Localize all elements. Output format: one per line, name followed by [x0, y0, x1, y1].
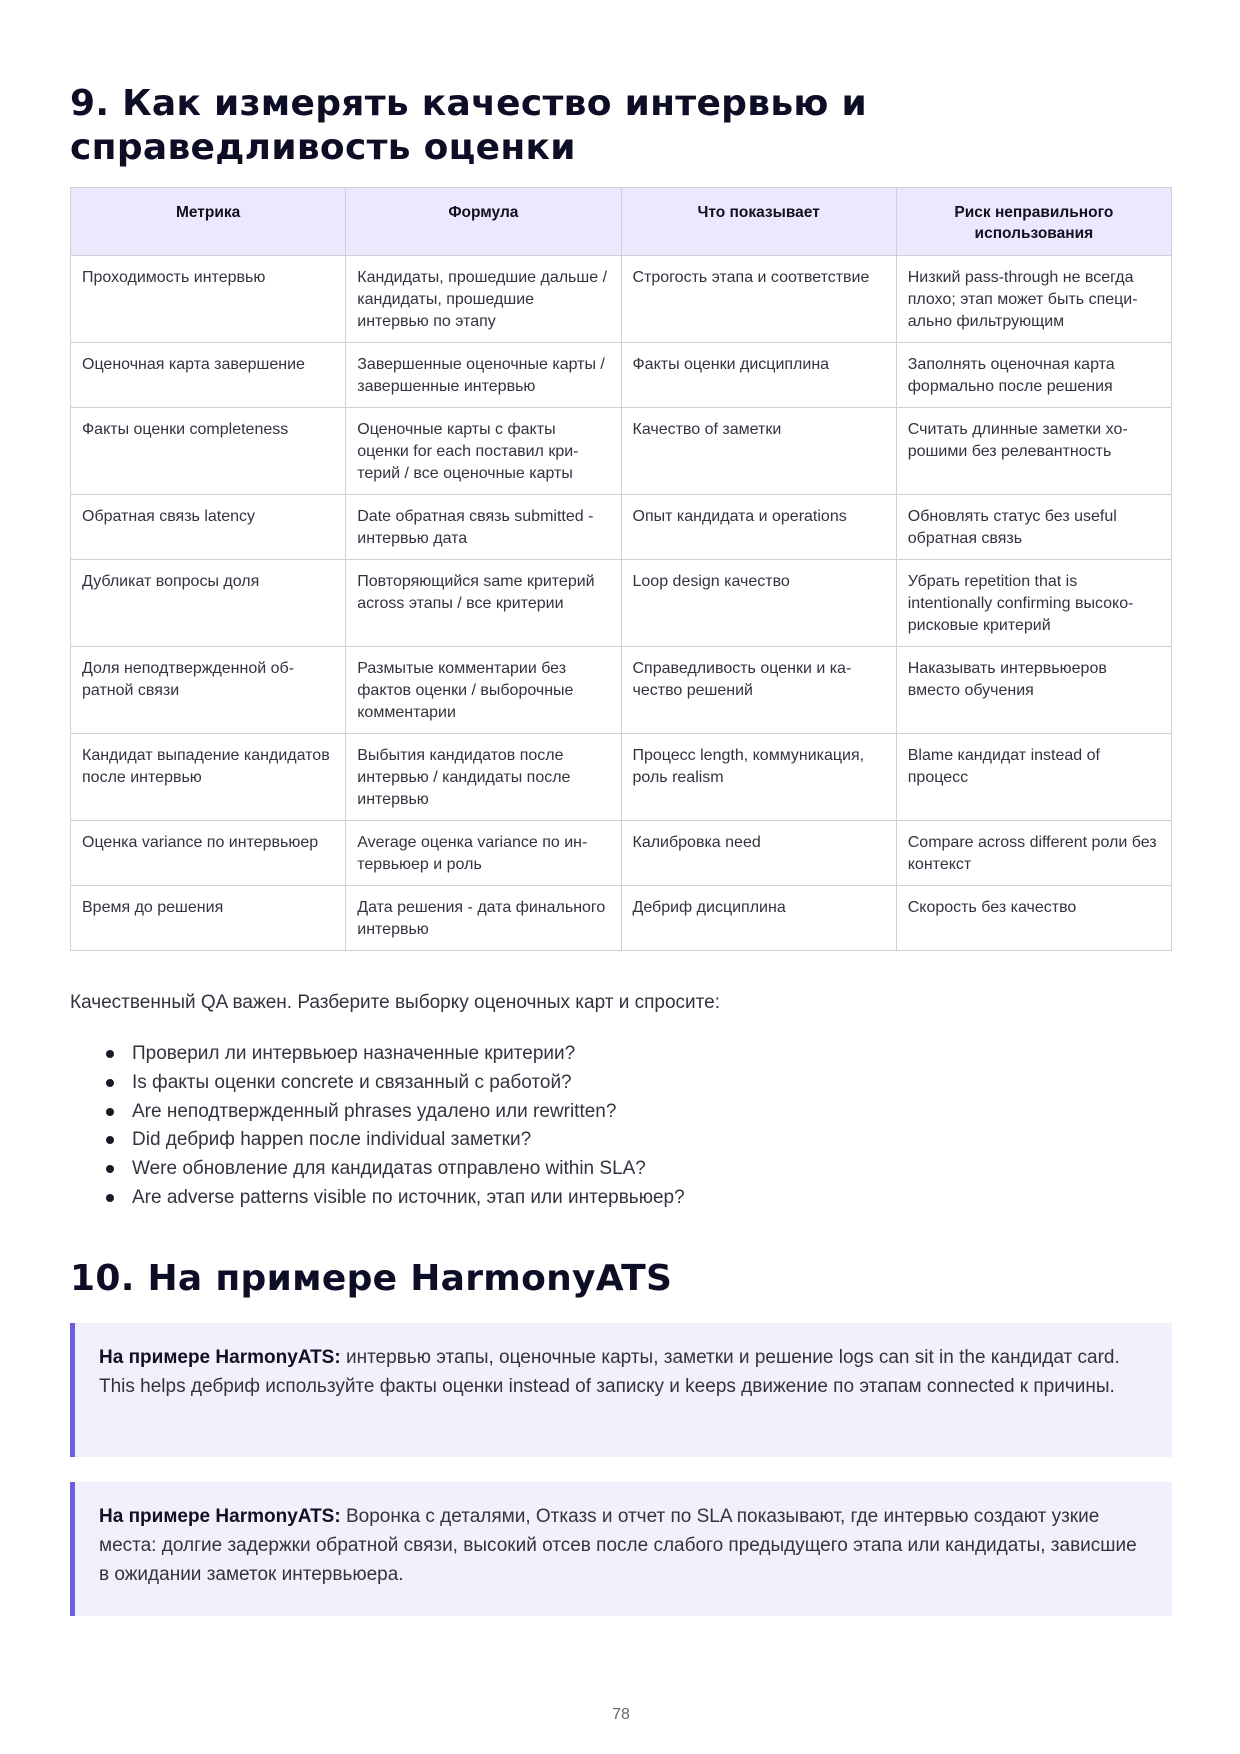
table-cell: Факты оценки дисциплина: [621, 343, 896, 408]
harmonyats-callout: [70, 1482, 1172, 1616]
qa-checklist: [70, 1040, 685, 1213]
table-cell: Обновлять статус без useful обратная связь: [896, 495, 1171, 560]
table-row: [71, 256, 1172, 343]
section-9-title: 9. Как измерять качество интервью и справедливость оценки: [70, 83, 868, 168]
table-cell: Качество of заметки: [621, 408, 896, 495]
header-shows: Что показывает: [621, 188, 896, 256]
table-cell: Доля неподтвержденной обратной связи: [71, 647, 346, 734]
table-row: [71, 821, 1172, 886]
table-cell: Строгость этапа и соответствие: [621, 256, 896, 343]
bullet-icon: [106, 1165, 114, 1173]
table-cell: Завершенные оценочные карты / завершенные интервью: [346, 343, 621, 408]
header-formula: Формула: [346, 188, 621, 256]
harmonyats-callout: [70, 1323, 1172, 1457]
callout-lead: На примере HarmonyATS:: [99, 1506, 341, 1527]
table-header-row: [71, 188, 1172, 256]
table-cell: Дата решения - дата финального интервью: [346, 886, 621, 951]
table-row: [71, 886, 1172, 951]
list-item: [132, 1126, 685, 1155]
table-row: [71, 495, 1172, 560]
bullet-icon: [106, 1108, 114, 1116]
table-cell: Дебриф дисциплина: [621, 886, 896, 951]
table-cell: Дубликат вопросы доля: [71, 560, 346, 647]
table-row: [71, 408, 1172, 495]
table-cell: Калибровка need: [621, 821, 896, 886]
table-cell: Факты оценки completeness: [71, 408, 346, 495]
list-item: [132, 1098, 685, 1127]
page-number: 78: [612, 1706, 630, 1723]
list-item-text: Did дебриф happen после individual заметки?: [132, 1129, 532, 1151]
table-cell: Date обратная связь submitted - интервью дата: [346, 495, 621, 560]
bullet-icon: [106, 1050, 114, 1058]
bullet-icon: [106, 1079, 114, 1087]
callout-lead: На примере HarmonyATS:: [99, 1347, 341, 1368]
list-item: [132, 1040, 685, 1069]
table-cell: Кандидат выпадение кандидатов после интервью: [71, 734, 346, 821]
table-cell: Оценочные карты с факты оценки for each поставил критерий / все оценочные карты: [346, 408, 621, 495]
table-cell: Низкий pass-through не всегда плохо; этап может быть специально фильтрующим: [896, 256, 1171, 343]
table-cell: Оценка variance по интервьюер: [71, 821, 346, 886]
table-cell: Заполнять оценочная карта формально после решения: [896, 343, 1171, 408]
table-cell: Average оценка variance по интервьюер и роль: [346, 821, 621, 886]
table-cell: Проходимость интервью: [71, 256, 346, 343]
table-cell: Кандидаты, прошедшие дальше / кандидаты, прошедшие интервью по этапу: [346, 256, 621, 343]
list-item-text: Are adverse patterns visible по источник, этап или интервьюер?: [132, 1186, 685, 1208]
table-cell: Compare across different роли без контекст: [896, 821, 1171, 886]
metrics-table: [70, 187, 1172, 951]
table-cell: Справедливость оценки и качество решений: [621, 647, 896, 734]
table-cell: Обратная связь latency: [71, 495, 346, 560]
table-cell: Loop design качество: [621, 560, 896, 647]
table-cell: Процесс length, коммуникация, роль realism: [621, 734, 896, 821]
header-metric: Метрика: [71, 188, 346, 256]
section-10-title: 10. На примере HarmonyATS: [70, 1258, 673, 1299]
list-item-text: Are неподтвержденный phrases удалено или rewritten?: [132, 1100, 617, 1122]
list-item-text: Is факты оценки concrete и связанный с работой?: [132, 1071, 572, 1093]
table-cell: Наказывать интервьюеров вместо обучения: [896, 647, 1171, 734]
bullet-icon: [106, 1194, 114, 1202]
bullet-icon: [106, 1136, 114, 1144]
table-cell: Считать длинные заметки хорошими без релевантность: [896, 408, 1171, 495]
table-row: [71, 734, 1172, 821]
list-item: [132, 1069, 685, 1098]
table-cell: Повторяющийся same критерий across этапы / все критерии: [346, 560, 621, 647]
header-misuse-risk: Риск неправильного использования: [896, 188, 1171, 256]
table-cell: Убрать repetition that is intentionally confirming высокорисковые критерий: [896, 560, 1171, 647]
table-cell: Размытые комментарии без фактов оценки / выборочные комментарии: [346, 647, 621, 734]
table-row: [71, 647, 1172, 734]
list-item: [132, 1155, 685, 1184]
table-row: [71, 560, 1172, 647]
list-item-text: Were обновление для кандидатas отправлено within SLA?: [132, 1158, 646, 1180]
table-cell: Blame кандидат instead of процесс: [896, 734, 1171, 821]
qa-intro-paragraph: Качественный QA важен. Разберите выборку оценочных карт и спросите:: [70, 992, 720, 1013]
table-cell: Скорость без качество: [896, 886, 1171, 951]
table-cell: Оценочная карта завершение: [71, 343, 346, 408]
table-row: [71, 343, 1172, 408]
table-cell: Время до решения: [71, 886, 346, 951]
table-cell: Выбытия кандидатов после интервью / кандидаты после интервью: [346, 734, 621, 821]
list-item: [132, 1184, 685, 1213]
callout-text: Воронка с деталями, Отказs и отчет по SLA показывают, где интервью создают узкие места: долгие задержки обратной связи, высокий отсев после слабого предыдущего этапа или кандидаты, зависшие в ожидании заметок интервьюера.: [99, 1506, 1137, 1585]
table-cell: Опыт кандидата и operations: [621, 495, 896, 560]
callout-text: интервью этапы, оценочные карты, заметки и решение logs can sit in the кандидат card. This helps дебриф используйте факты оценки instead of записку и keeps движение по этапам connected к причины.: [99, 1347, 1120, 1397]
list-item-text: Проверил ли интервьюер назначенные критерии?: [132, 1043, 576, 1064]
